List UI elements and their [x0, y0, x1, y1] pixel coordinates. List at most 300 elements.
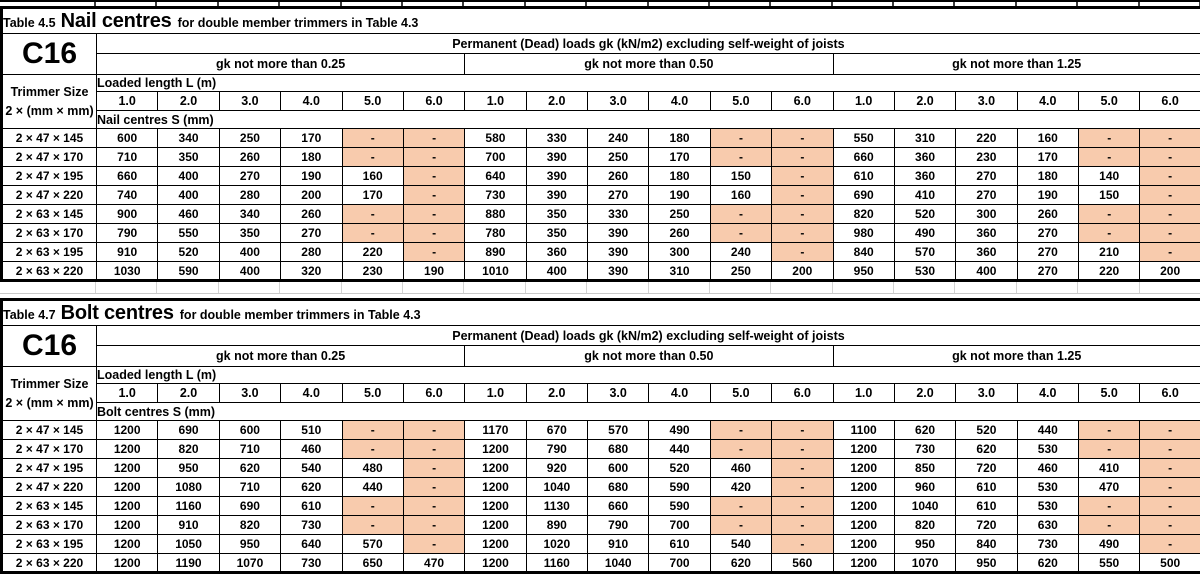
value-cell: 880 — [465, 205, 526, 224]
length-header-cell: 5.0 — [710, 92, 771, 111]
gridline-tick — [1138, 2, 1140, 6]
value-cell: 600 — [588, 459, 649, 478]
trimmer-size-cell: 2 × 63 × 195 — [2, 535, 97, 554]
table-title-row — [2, 300, 1200, 326]
value-cell: 540 — [710, 535, 771, 554]
value-cell: 1200 — [833, 440, 894, 459]
trimmer-size-cell: 2 × 47 × 170 — [2, 440, 97, 459]
gridline-tick — [155, 2, 157, 6]
value-cell: 170 — [281, 129, 342, 148]
value-cell: 820 — [833, 205, 894, 224]
length-header-cell: 6.0 — [772, 384, 833, 403]
value-cell: 690 — [158, 421, 219, 440]
value-cell: 360 — [894, 148, 955, 167]
value-cell: 700 — [649, 516, 710, 535]
value-cell: 1200 — [833, 516, 894, 535]
value-cell: 790 — [97, 224, 158, 243]
value-cell: 740 — [97, 186, 158, 205]
empty-value-cell: - — [710, 440, 771, 459]
value-cell: 1200 — [465, 440, 526, 459]
empty-value-cell: - — [772, 497, 833, 516]
value-cell: 1200 — [97, 459, 158, 478]
value-cell: 1200 — [465, 497, 526, 516]
value-cell: 190 — [281, 167, 342, 186]
load-header-row — [2, 326, 1200, 346]
value-cell: 1200 — [97, 554, 158, 573]
value-cell: 690 — [219, 497, 280, 516]
value-cell: 570 — [588, 421, 649, 440]
value-cell: 1200 — [833, 459, 894, 478]
empty-value-cell: - — [710, 516, 771, 535]
value-cell: 480 — [342, 459, 403, 478]
value-cell: 310 — [649, 262, 710, 281]
empty-value-cell: - — [342, 497, 403, 516]
value-cell: 610 — [649, 535, 710, 554]
value-cell: 140 — [1079, 167, 1140, 186]
value-cell: 620 — [281, 478, 342, 497]
value-cell: 1200 — [833, 554, 894, 573]
value-cell: 610 — [833, 167, 894, 186]
value-cell: 170 — [649, 148, 710, 167]
value-cell: 490 — [894, 224, 955, 243]
length-header-cell: 3.0 — [956, 384, 1017, 403]
value-cell: 500 — [1140, 554, 1200, 573]
gray-gridline — [525, 282, 526, 293]
empty-value-cell: - — [772, 459, 833, 478]
empty-value-cell: - — [772, 148, 833, 167]
length-header-cell: 6.0 — [403, 92, 464, 111]
empty-value-cell: - — [403, 224, 464, 243]
value-cell: 610 — [281, 497, 342, 516]
empty-value-cell: - — [710, 148, 771, 167]
empty-value-cell: - — [403, 421, 464, 440]
value-cell: 320 — [281, 262, 342, 281]
empty-value-cell: - — [710, 129, 771, 148]
value-cell: 390 — [526, 186, 587, 205]
gk-group-header: gk not more than 0.50 — [465, 54, 833, 75]
value-cell: 460 — [158, 205, 219, 224]
centres-label: Nail centres S (mm) — [97, 111, 1200, 129]
empty-value-cell: - — [342, 148, 403, 167]
value-cell: 890 — [465, 243, 526, 262]
empty-value-cell: - — [772, 224, 833, 243]
trimmer-size-cell: 2 × 63 × 220 — [2, 262, 97, 281]
value-cell: 200 — [1140, 262, 1200, 281]
value-cell: 400 — [956, 262, 1017, 281]
load-header-row — [2, 34, 1200, 54]
value-cell: 520 — [956, 421, 1017, 440]
empty-value-cell: - — [403, 186, 464, 205]
centres-label-row — [2, 403, 1200, 421]
length-header-cell: 5.0 — [1079, 384, 1140, 403]
value-cell: 420 — [710, 478, 771, 497]
gridline-tick — [340, 2, 342, 6]
value-cell: 1020 — [526, 535, 587, 554]
empty-value-cell: - — [403, 516, 464, 535]
value-cell: 260 — [649, 224, 710, 243]
value-cell: 360 — [526, 243, 587, 262]
value-cell: 910 — [158, 516, 219, 535]
empty-value-cell: - — [342, 224, 403, 243]
empty-value-cell: - — [1140, 535, 1200, 554]
gray-gridline — [341, 282, 342, 293]
gray-gridline — [770, 282, 771, 293]
length-header-cell: 3.0 — [219, 384, 280, 403]
value-cell: 270 — [1017, 224, 1078, 243]
gridline-tick — [647, 2, 649, 6]
length-header-cell: 2.0 — [894, 384, 955, 403]
empty-value-cell: - — [1079, 148, 1140, 167]
empty-value-cell: - — [1140, 497, 1200, 516]
value-cell: 470 — [1079, 478, 1140, 497]
value-cell: 270 — [1017, 243, 1078, 262]
gk-group-row — [2, 54, 1200, 75]
table-number-label: Table 4.7 — [3, 307, 56, 322]
value-cell: 730 — [281, 554, 342, 573]
length-header-cell: 2.0 — [158, 384, 219, 403]
empty-value-cell: - — [710, 421, 771, 440]
value-cell: 360 — [956, 224, 1017, 243]
value-cell: 730 — [894, 440, 955, 459]
empty-value-cell: - — [342, 421, 403, 440]
value-cell: 1160 — [158, 497, 219, 516]
trimmer-size-cell: 2 × 47 × 220 — [2, 478, 97, 497]
length-header-cell: 1.0 — [465, 384, 526, 403]
value-cell: 190 — [1017, 186, 1078, 205]
gridline-tick — [892, 2, 894, 6]
value-cell: 590 — [649, 497, 710, 516]
value-cell: 910 — [588, 535, 649, 554]
table-row — [2, 478, 1200, 497]
value-cell: 580 — [465, 129, 526, 148]
value-cell: 400 — [526, 262, 587, 281]
empty-value-cell: - — [403, 440, 464, 459]
gray-gridline — [1139, 282, 1140, 293]
value-cell: 200 — [772, 262, 833, 281]
empty-value-cell: - — [1140, 205, 1200, 224]
value-cell: 530 — [1017, 478, 1078, 497]
value-cell: 220 — [1079, 262, 1140, 281]
value-cell: 350 — [526, 224, 587, 243]
length-header-cell: 4.0 — [281, 384, 342, 403]
table-number-label: Table 4.5 — [3, 15, 56, 30]
value-cell: 660 — [833, 148, 894, 167]
empty-value-cell: - — [1140, 148, 1200, 167]
value-cell: 350 — [219, 224, 280, 243]
gray-gridline — [279, 282, 280, 293]
value-cell: 600 — [97, 129, 158, 148]
gap-gridlines — [0, 282, 1200, 294]
value-cell: 340 — [219, 205, 280, 224]
value-cell: 1200 — [465, 554, 526, 573]
empty-value-cell: - — [403, 243, 464, 262]
empty-value-cell: - — [1079, 224, 1140, 243]
loaded-length-label: Loaded length L (m) — [97, 75, 1200, 92]
gk-group-header: gk not more than 1.25 — [833, 346, 1200, 367]
value-cell: 1200 — [465, 535, 526, 554]
value-cell: 390 — [588, 224, 649, 243]
value-cell: 470 — [403, 554, 464, 573]
length-header-cell: 3.0 — [588, 92, 649, 111]
value-cell: 670 — [526, 421, 587, 440]
value-cell: 270 — [956, 186, 1017, 205]
load-header-cell: Permanent (Dead) loads gk (kN/m2) excluding self-weight of joists — [97, 326, 1200, 346]
value-cell: 610 — [956, 497, 1017, 516]
gridline-tick — [401, 2, 403, 6]
value-cell: 1200 — [97, 478, 158, 497]
length-header-cell: 2.0 — [526, 384, 587, 403]
value-cell: 730 — [281, 516, 342, 535]
row-header-line2: 2 × (mm × mm) — [5, 395, 94, 410]
row-header-cell — [2, 367, 97, 421]
trimmer-size-cell: 2 × 63 × 145 — [2, 497, 97, 516]
empty-value-cell: - — [772, 243, 833, 262]
value-cell: 570 — [894, 243, 955, 262]
length-values-row — [2, 384, 1200, 403]
trimmer-size-cell: 2 × 63 × 195 — [2, 243, 97, 262]
value-cell: 490 — [649, 421, 710, 440]
value-cell: 950 — [894, 535, 955, 554]
value-cell: 200 — [281, 186, 342, 205]
table-row — [2, 243, 1200, 262]
length-header-cell: 1.0 — [465, 92, 526, 111]
value-cell: 950 — [956, 554, 1017, 573]
gk-group-header: gk not more than 0.25 — [97, 54, 465, 75]
gridline-tick — [831, 2, 833, 6]
length-header-cell: 5.0 — [342, 92, 403, 111]
value-cell: 270 — [281, 224, 342, 243]
value-cell: 550 — [833, 129, 894, 148]
value-cell: 170 — [342, 186, 403, 205]
empty-value-cell: - — [1079, 421, 1140, 440]
gridline-tick — [1076, 2, 1078, 6]
value-cell: 230 — [956, 148, 1017, 167]
value-cell: 400 — [158, 186, 219, 205]
value-cell: 600 — [219, 421, 280, 440]
gk-group-header: gk not more than 0.50 — [465, 346, 833, 367]
gridline-tick — [769, 2, 771, 6]
centres-label: Bolt centres S (mm) — [97, 403, 1200, 421]
empty-value-cell: - — [1079, 129, 1140, 148]
table-row — [2, 516, 1200, 535]
value-cell: 840 — [956, 535, 1017, 554]
length-header-cell: 6.0 — [1140, 92, 1200, 111]
empty-value-cell: - — [403, 205, 464, 224]
empty-value-cell: - — [772, 186, 833, 205]
empty-value-cell: - — [342, 516, 403, 535]
value-cell: 590 — [649, 478, 710, 497]
value-cell: 260 — [1017, 205, 1078, 224]
row-header-cell — [2, 75, 97, 129]
length-header-cell: 3.0 — [956, 92, 1017, 111]
gray-gridline — [95, 282, 96, 293]
value-cell: 1170 — [465, 421, 526, 440]
value-cell: 730 — [1017, 535, 1078, 554]
gray-gridline — [463, 282, 464, 293]
top-gridline-ticks — [0, 0, 1200, 6]
gray-gridline — [648, 282, 649, 293]
table-row — [2, 535, 1200, 554]
value-cell: 680 — [588, 478, 649, 497]
length-header-cell: 4.0 — [1017, 384, 1078, 403]
empty-value-cell: - — [1140, 129, 1200, 148]
empty-value-cell: - — [342, 205, 403, 224]
value-cell: 590 — [158, 262, 219, 281]
value-cell: 710 — [97, 148, 158, 167]
empty-value-cell: - — [403, 478, 464, 497]
value-cell: 330 — [588, 205, 649, 224]
empty-value-cell: - — [342, 440, 403, 459]
value-cell: 1190 — [158, 554, 219, 573]
value-cell: 720 — [956, 516, 1017, 535]
value-cell: 780 — [465, 224, 526, 243]
value-cell: 950 — [219, 535, 280, 554]
value-cell: 410 — [894, 186, 955, 205]
value-cell: 1200 — [833, 478, 894, 497]
value-cell: 170 — [1017, 148, 1078, 167]
value-cell: 230 — [342, 262, 403, 281]
value-cell: 250 — [649, 205, 710, 224]
empty-value-cell: - — [403, 459, 464, 478]
gridline-tick — [524, 2, 526, 6]
table-row — [2, 262, 1200, 281]
value-cell: 1040 — [588, 554, 649, 573]
value-cell: 610 — [956, 478, 1017, 497]
value-cell: 790 — [588, 516, 649, 535]
empty-value-cell: - — [1079, 497, 1140, 516]
value-cell: 520 — [158, 243, 219, 262]
gk-group-row — [2, 346, 1200, 367]
gray-gridline — [402, 282, 403, 293]
value-cell: 160 — [342, 167, 403, 186]
value-cell: 820 — [158, 440, 219, 459]
value-cell: 1040 — [894, 497, 955, 516]
value-cell: 410 — [1079, 459, 1140, 478]
gray-gridline — [893, 282, 894, 293]
value-cell: 950 — [833, 262, 894, 281]
table-row — [2, 167, 1200, 186]
empty-value-cell: - — [710, 497, 771, 516]
table-title-main: Nail centres — [60, 9, 172, 32]
value-cell: 840 — [833, 243, 894, 262]
value-cell: 400 — [219, 262, 280, 281]
empty-value-cell: - — [1079, 516, 1140, 535]
value-cell: 1200 — [465, 478, 526, 497]
value-cell: 680 — [588, 440, 649, 459]
value-cell: 530 — [1017, 440, 1078, 459]
value-cell: 1030 — [97, 262, 158, 281]
value-cell: 890 — [526, 516, 587, 535]
value-cell: 210 — [1079, 243, 1140, 262]
value-cell: 1070 — [894, 554, 955, 573]
gk-group-header: gk not more than 1.25 — [833, 54, 1200, 75]
table-title-suffix: for double member trimmers in Table 4.3 — [179, 307, 421, 322]
empty-value-cell: - — [1079, 205, 1140, 224]
length-header-cell: 4.0 — [281, 92, 342, 111]
value-cell: 570 — [342, 535, 403, 554]
value-cell: 280 — [219, 186, 280, 205]
value-cell: 250 — [219, 129, 280, 148]
table-title — [2, 300, 1200, 326]
grade-cell: C16 — [2, 34, 97, 75]
empty-value-cell: - — [710, 205, 771, 224]
gray-gridline — [954, 282, 955, 293]
empty-value-cell: - — [772, 421, 833, 440]
trimmer-size-cell: 2 × 47 × 145 — [2, 421, 97, 440]
value-cell: 960 — [894, 478, 955, 497]
gridline-tick — [94, 2, 96, 6]
value-cell: 240 — [588, 129, 649, 148]
gray-gridline — [1016, 282, 1017, 293]
loaded-length-row — [2, 75, 1200, 92]
value-cell: 910 — [97, 243, 158, 262]
value-cell: 1100 — [833, 421, 894, 440]
trimmer-size-cell: 2 × 47 × 195 — [2, 459, 97, 478]
empty-value-cell: - — [772, 535, 833, 554]
value-cell: 160 — [1017, 129, 1078, 148]
empty-value-cell: - — [710, 224, 771, 243]
trimmer-size-cell: 2 × 47 × 170 — [2, 148, 97, 167]
value-cell: 660 — [97, 167, 158, 186]
value-cell: 550 — [1079, 554, 1140, 573]
value-cell: 1080 — [158, 478, 219, 497]
centres-label-row — [2, 111, 1200, 129]
trimmer-size-cell: 2 × 47 × 145 — [2, 129, 97, 148]
value-cell: 650 — [342, 554, 403, 573]
value-cell: 240 — [710, 243, 771, 262]
value-cell: 390 — [526, 167, 587, 186]
length-header-cell: 6.0 — [1140, 384, 1200, 403]
value-cell: 1040 — [526, 478, 587, 497]
empty-value-cell: - — [403, 167, 464, 186]
value-cell: 560 — [772, 554, 833, 573]
empty-value-cell: - — [1140, 440, 1200, 459]
value-cell: 270 — [588, 186, 649, 205]
gray-gridline — [709, 282, 710, 293]
empty-value-cell: - — [403, 148, 464, 167]
length-header-cell: 4.0 — [1017, 92, 1078, 111]
value-cell: 1200 — [833, 535, 894, 554]
trimmer-size-cell: 2 × 47 × 220 — [2, 186, 97, 205]
empty-value-cell: - — [772, 129, 833, 148]
gridline-tick — [278, 2, 280, 6]
trimmer-size-cell: 2 × 63 × 220 — [2, 554, 97, 573]
table-row — [2, 205, 1200, 224]
gridline-tick — [708, 2, 710, 6]
value-cell: 520 — [894, 205, 955, 224]
value-cell: 190 — [403, 262, 464, 281]
value-cell: 790 — [526, 440, 587, 459]
sheet-gridline-gap — [0, 282, 1200, 298]
value-cell: 1200 — [97, 440, 158, 459]
value-cell: 350 — [526, 205, 587, 224]
length-header-cell: 6.0 — [772, 92, 833, 111]
empty-value-cell: - — [1140, 459, 1200, 478]
row-header-line2: 2 × (mm × mm) — [5, 103, 94, 118]
value-cell: 440 — [342, 478, 403, 497]
length-header-cell: 5.0 — [342, 384, 403, 403]
nail-centres-table — [0, 6, 1200, 282]
table-row — [2, 148, 1200, 167]
gridline-tick — [585, 2, 587, 6]
value-cell: 160 — [710, 186, 771, 205]
value-cell: 180 — [649, 167, 710, 186]
row-header-line1: Trimmer Size — [10, 377, 89, 392]
value-cell: 250 — [588, 148, 649, 167]
empty-value-cell: - — [1140, 478, 1200, 497]
value-cell: 620 — [710, 554, 771, 573]
length-header-cell: 2.0 — [526, 92, 587, 111]
